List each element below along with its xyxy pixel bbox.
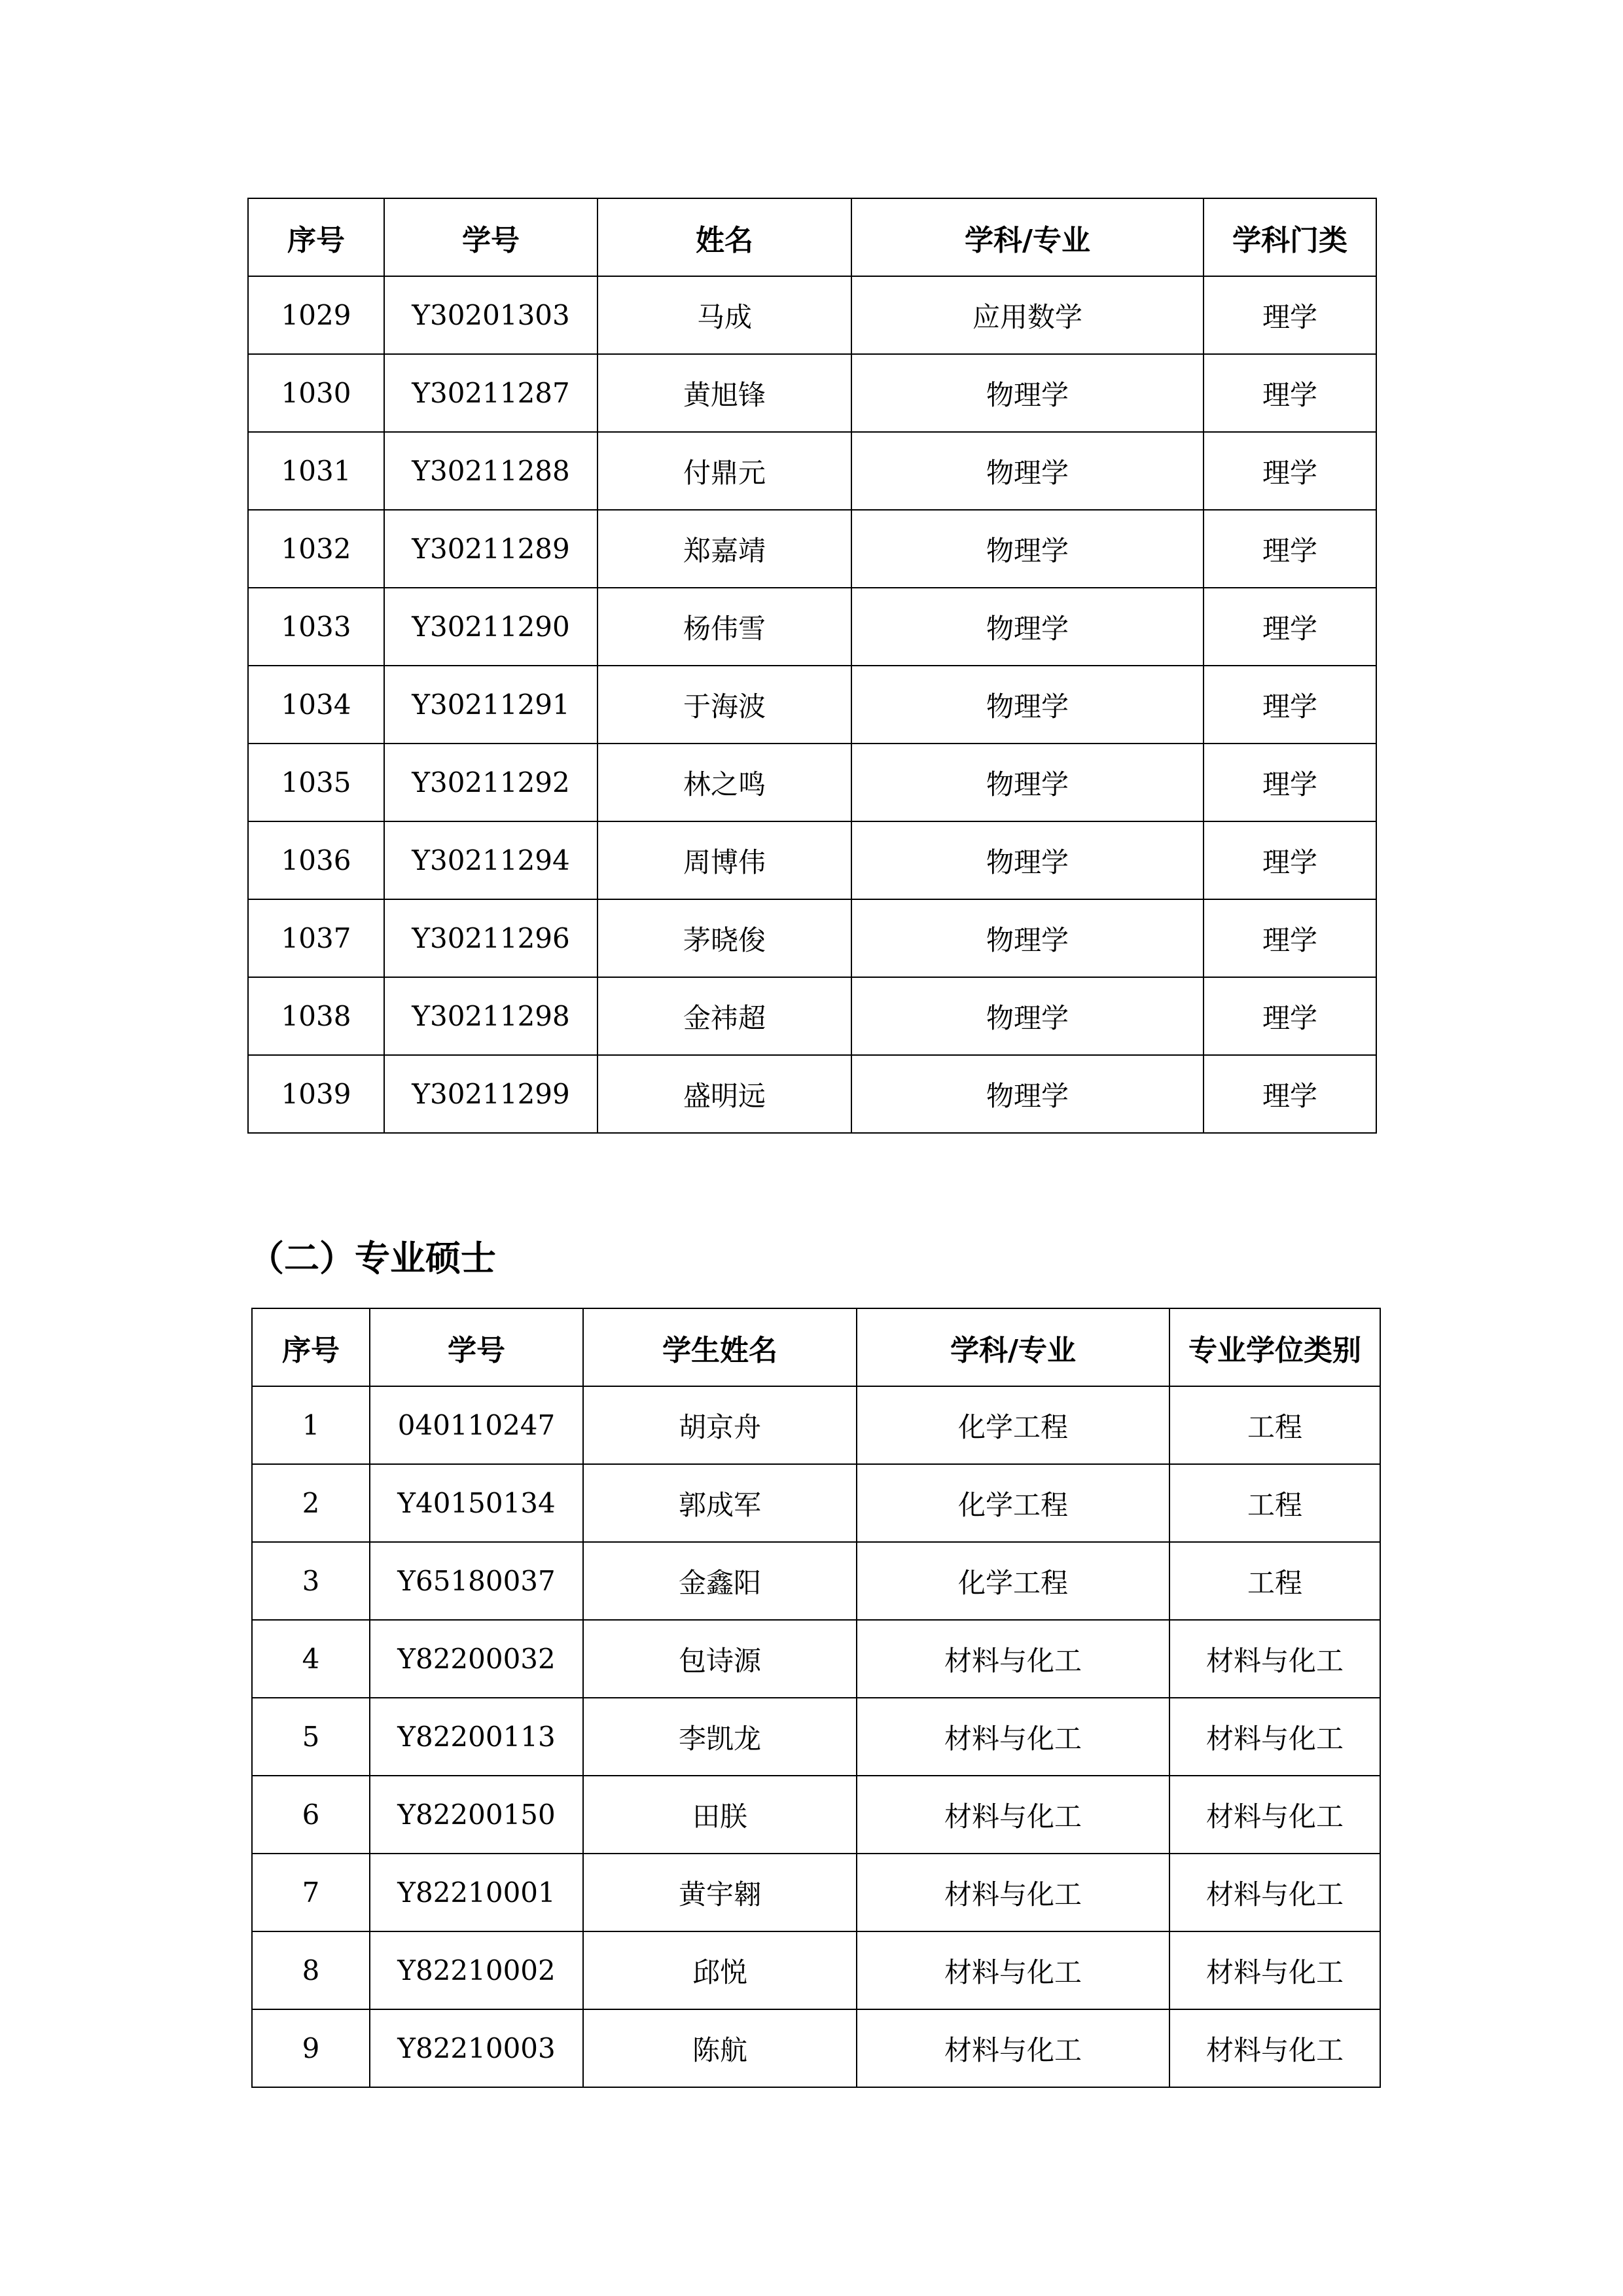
cell-discipline: 物理学 [851, 354, 1204, 432]
cell-discipline: 材料与化工 [857, 1854, 1169, 1931]
table-professional-masters [251, 1308, 1381, 2088]
cell-student-id: Y30211287 [384, 354, 597, 432]
cell-discipline: 应用数学 [851, 276, 1204, 354]
cell-index: 1034 [248, 666, 384, 744]
cell-student-id: Y30211291 [384, 666, 597, 744]
header-discipline: 学科/专业 [857, 1308, 1169, 1386]
cell-category: 材料与化工 [1169, 1698, 1380, 1776]
cell-name: 黄旭锋 [597, 354, 851, 432]
cell-name: 黄宇翱 [583, 1854, 857, 1931]
table-row [248, 276, 1376, 354]
cell-student-id: Y30201303 [384, 276, 597, 354]
table-row [252, 1854, 1380, 1931]
cell-index: 1 [252, 1386, 370, 1464]
cell-discipline: 化学工程 [857, 1464, 1169, 1542]
cell-student-id: Y82200150 [370, 1776, 583, 1854]
cell-name: 金祎超 [597, 977, 851, 1055]
cell-index: 1037 [248, 899, 384, 977]
cell-name: 郑嘉靖 [597, 510, 851, 588]
cell-category: 理学 [1204, 744, 1376, 821]
header-student-id: 学号 [370, 1308, 583, 1386]
cell-student-id: Y30211298 [384, 977, 597, 1055]
cell-index: 1030 [248, 354, 384, 432]
table-row [248, 1055, 1376, 1133]
cell-name: 杨伟雪 [597, 588, 851, 666]
cell-name: 胡京舟 [583, 1386, 857, 1464]
cell-student-id: Y82210001 [370, 1854, 583, 1931]
cell-discipline: 物理学 [851, 1055, 1204, 1133]
cell-student-id: Y65180037 [370, 1542, 583, 1620]
cell-student-id: Y30211289 [384, 510, 597, 588]
cell-name: 李凯龙 [583, 1698, 857, 1776]
cell-student-id: Y82200113 [370, 1698, 583, 1776]
table-row [252, 2009, 1380, 2087]
cell-name: 盛明远 [597, 1055, 851, 1133]
cell-index: 1035 [248, 744, 384, 821]
header-index: 序号 [248, 198, 384, 276]
header-name: 姓名 [597, 198, 851, 276]
cell-discipline: 材料与化工 [857, 1620, 1169, 1698]
cell-student-id: Y82210002 [370, 1931, 583, 2009]
table-row [252, 1620, 1380, 1698]
cell-category: 材料与化工 [1169, 1931, 1380, 2009]
cell-index: 4 [252, 1620, 370, 1698]
table-row [248, 510, 1376, 588]
table-row [248, 354, 1376, 432]
cell-student-id: Y30211290 [384, 588, 597, 666]
cell-discipline: 物理学 [851, 977, 1204, 1055]
cell-index: 1038 [248, 977, 384, 1055]
table-row [252, 1464, 1380, 1542]
cell-category: 理学 [1204, 432, 1376, 510]
cell-index: 2 [252, 1464, 370, 1542]
cell-discipline: 化学工程 [857, 1542, 1169, 1620]
table-row [248, 432, 1376, 510]
cell-index: 1031 [248, 432, 384, 510]
cell-index: 3 [252, 1542, 370, 1620]
cell-student-id: Y30211294 [384, 821, 597, 899]
cell-name: 邱悦 [583, 1931, 857, 2009]
cell-index: 5 [252, 1698, 370, 1776]
header-index: 序号 [252, 1308, 370, 1386]
cell-student-id: Y30211299 [384, 1055, 597, 1133]
cell-category: 材料与化工 [1169, 2009, 1380, 2087]
header-discipline: 学科/专业 [851, 198, 1204, 276]
cell-student-id: Y30211296 [384, 899, 597, 977]
cell-category: 理学 [1204, 666, 1376, 744]
cell-student-id: Y82200032 [370, 1620, 583, 1698]
cell-student-id: 040110247 [370, 1386, 583, 1464]
table-row [252, 1931, 1380, 2009]
cell-category: 理学 [1204, 821, 1376, 899]
cell-category: 工程 [1169, 1542, 1380, 1620]
cell-discipline: 物理学 [851, 821, 1204, 899]
cell-name: 周博伟 [597, 821, 851, 899]
cell-index: 1039 [248, 1055, 384, 1133]
header-category: 学科门类 [1204, 198, 1376, 276]
table-row [248, 821, 1376, 899]
cell-index: 1029 [248, 276, 384, 354]
cell-name: 金鑫阳 [583, 1542, 857, 1620]
cell-student-id: Y30211292 [384, 744, 597, 821]
cell-category: 材料与化工 [1169, 1776, 1380, 1854]
cell-name: 郭成军 [583, 1464, 857, 1542]
cell-name: 林之鸣 [597, 744, 851, 821]
cell-student-id: Y30211288 [384, 432, 597, 510]
cell-category: 材料与化工 [1169, 1854, 1380, 1931]
cell-discipline: 材料与化工 [857, 2009, 1169, 2087]
cell-name: 茅晓俊 [597, 899, 851, 977]
cell-category: 理学 [1204, 276, 1376, 354]
cell-index: 6 [252, 1776, 370, 1854]
table-row [248, 744, 1376, 821]
cell-discipline: 材料与化工 [857, 1931, 1169, 2009]
cell-category: 理学 [1204, 1055, 1376, 1133]
cell-discipline: 物理学 [851, 899, 1204, 977]
cell-name: 陈航 [583, 2009, 857, 2087]
cell-student-id: Y40150134 [370, 1464, 583, 1542]
cell-index: 1036 [248, 821, 384, 899]
header-degree-type: 专业学位类别 [1169, 1308, 1380, 1386]
table-science-masters [247, 198, 1377, 1134]
cell-index: 8 [252, 1931, 370, 2009]
cell-category: 工程 [1169, 1386, 1380, 1464]
cell-discipline: 材料与化工 [857, 1698, 1169, 1776]
cell-name: 包诗源 [583, 1620, 857, 1698]
cell-name: 于海波 [597, 666, 851, 744]
table-row [248, 666, 1376, 744]
cell-index: 1032 [248, 510, 384, 588]
table-row [252, 1776, 1380, 1854]
table-row [252, 1698, 1380, 1776]
cell-category: 理学 [1204, 899, 1376, 977]
cell-discipline: 物理学 [851, 588, 1204, 666]
cell-category: 理学 [1204, 354, 1376, 432]
table-row [248, 977, 1376, 1055]
cell-name: 马成 [597, 276, 851, 354]
cell-discipline: 物理学 [851, 744, 1204, 821]
cell-student-id: Y82210003 [370, 2009, 583, 2087]
table-header-row [248, 198, 1376, 276]
cell-index: 1033 [248, 588, 384, 666]
cell-discipline: 化学工程 [857, 1386, 1169, 1464]
cell-category: 工程 [1169, 1464, 1380, 1542]
table-row [252, 1386, 1380, 1464]
table-row [248, 899, 1376, 977]
cell-name: 付鼎元 [597, 432, 851, 510]
cell-category: 材料与化工 [1169, 1620, 1380, 1698]
cell-category: 理学 [1204, 977, 1376, 1055]
table-row [248, 588, 1376, 666]
cell-discipline: 物理学 [851, 510, 1204, 588]
cell-index: 7 [252, 1854, 370, 1931]
header-student-name: 学生姓名 [583, 1308, 857, 1386]
table-header-row [252, 1308, 1380, 1386]
table-row [252, 1542, 1380, 1620]
cell-discipline: 物理学 [851, 432, 1204, 510]
header-student-id: 学号 [384, 198, 597, 276]
cell-index: 9 [252, 2009, 370, 2087]
section-heading: （二）专业硕士 [249, 1238, 496, 1279]
cell-discipline: 物理学 [851, 666, 1204, 744]
cell-category: 理学 [1204, 588, 1376, 666]
cell-discipline: 材料与化工 [857, 1776, 1169, 1854]
cell-name: 田朕 [583, 1776, 857, 1854]
cell-category: 理学 [1204, 510, 1376, 588]
